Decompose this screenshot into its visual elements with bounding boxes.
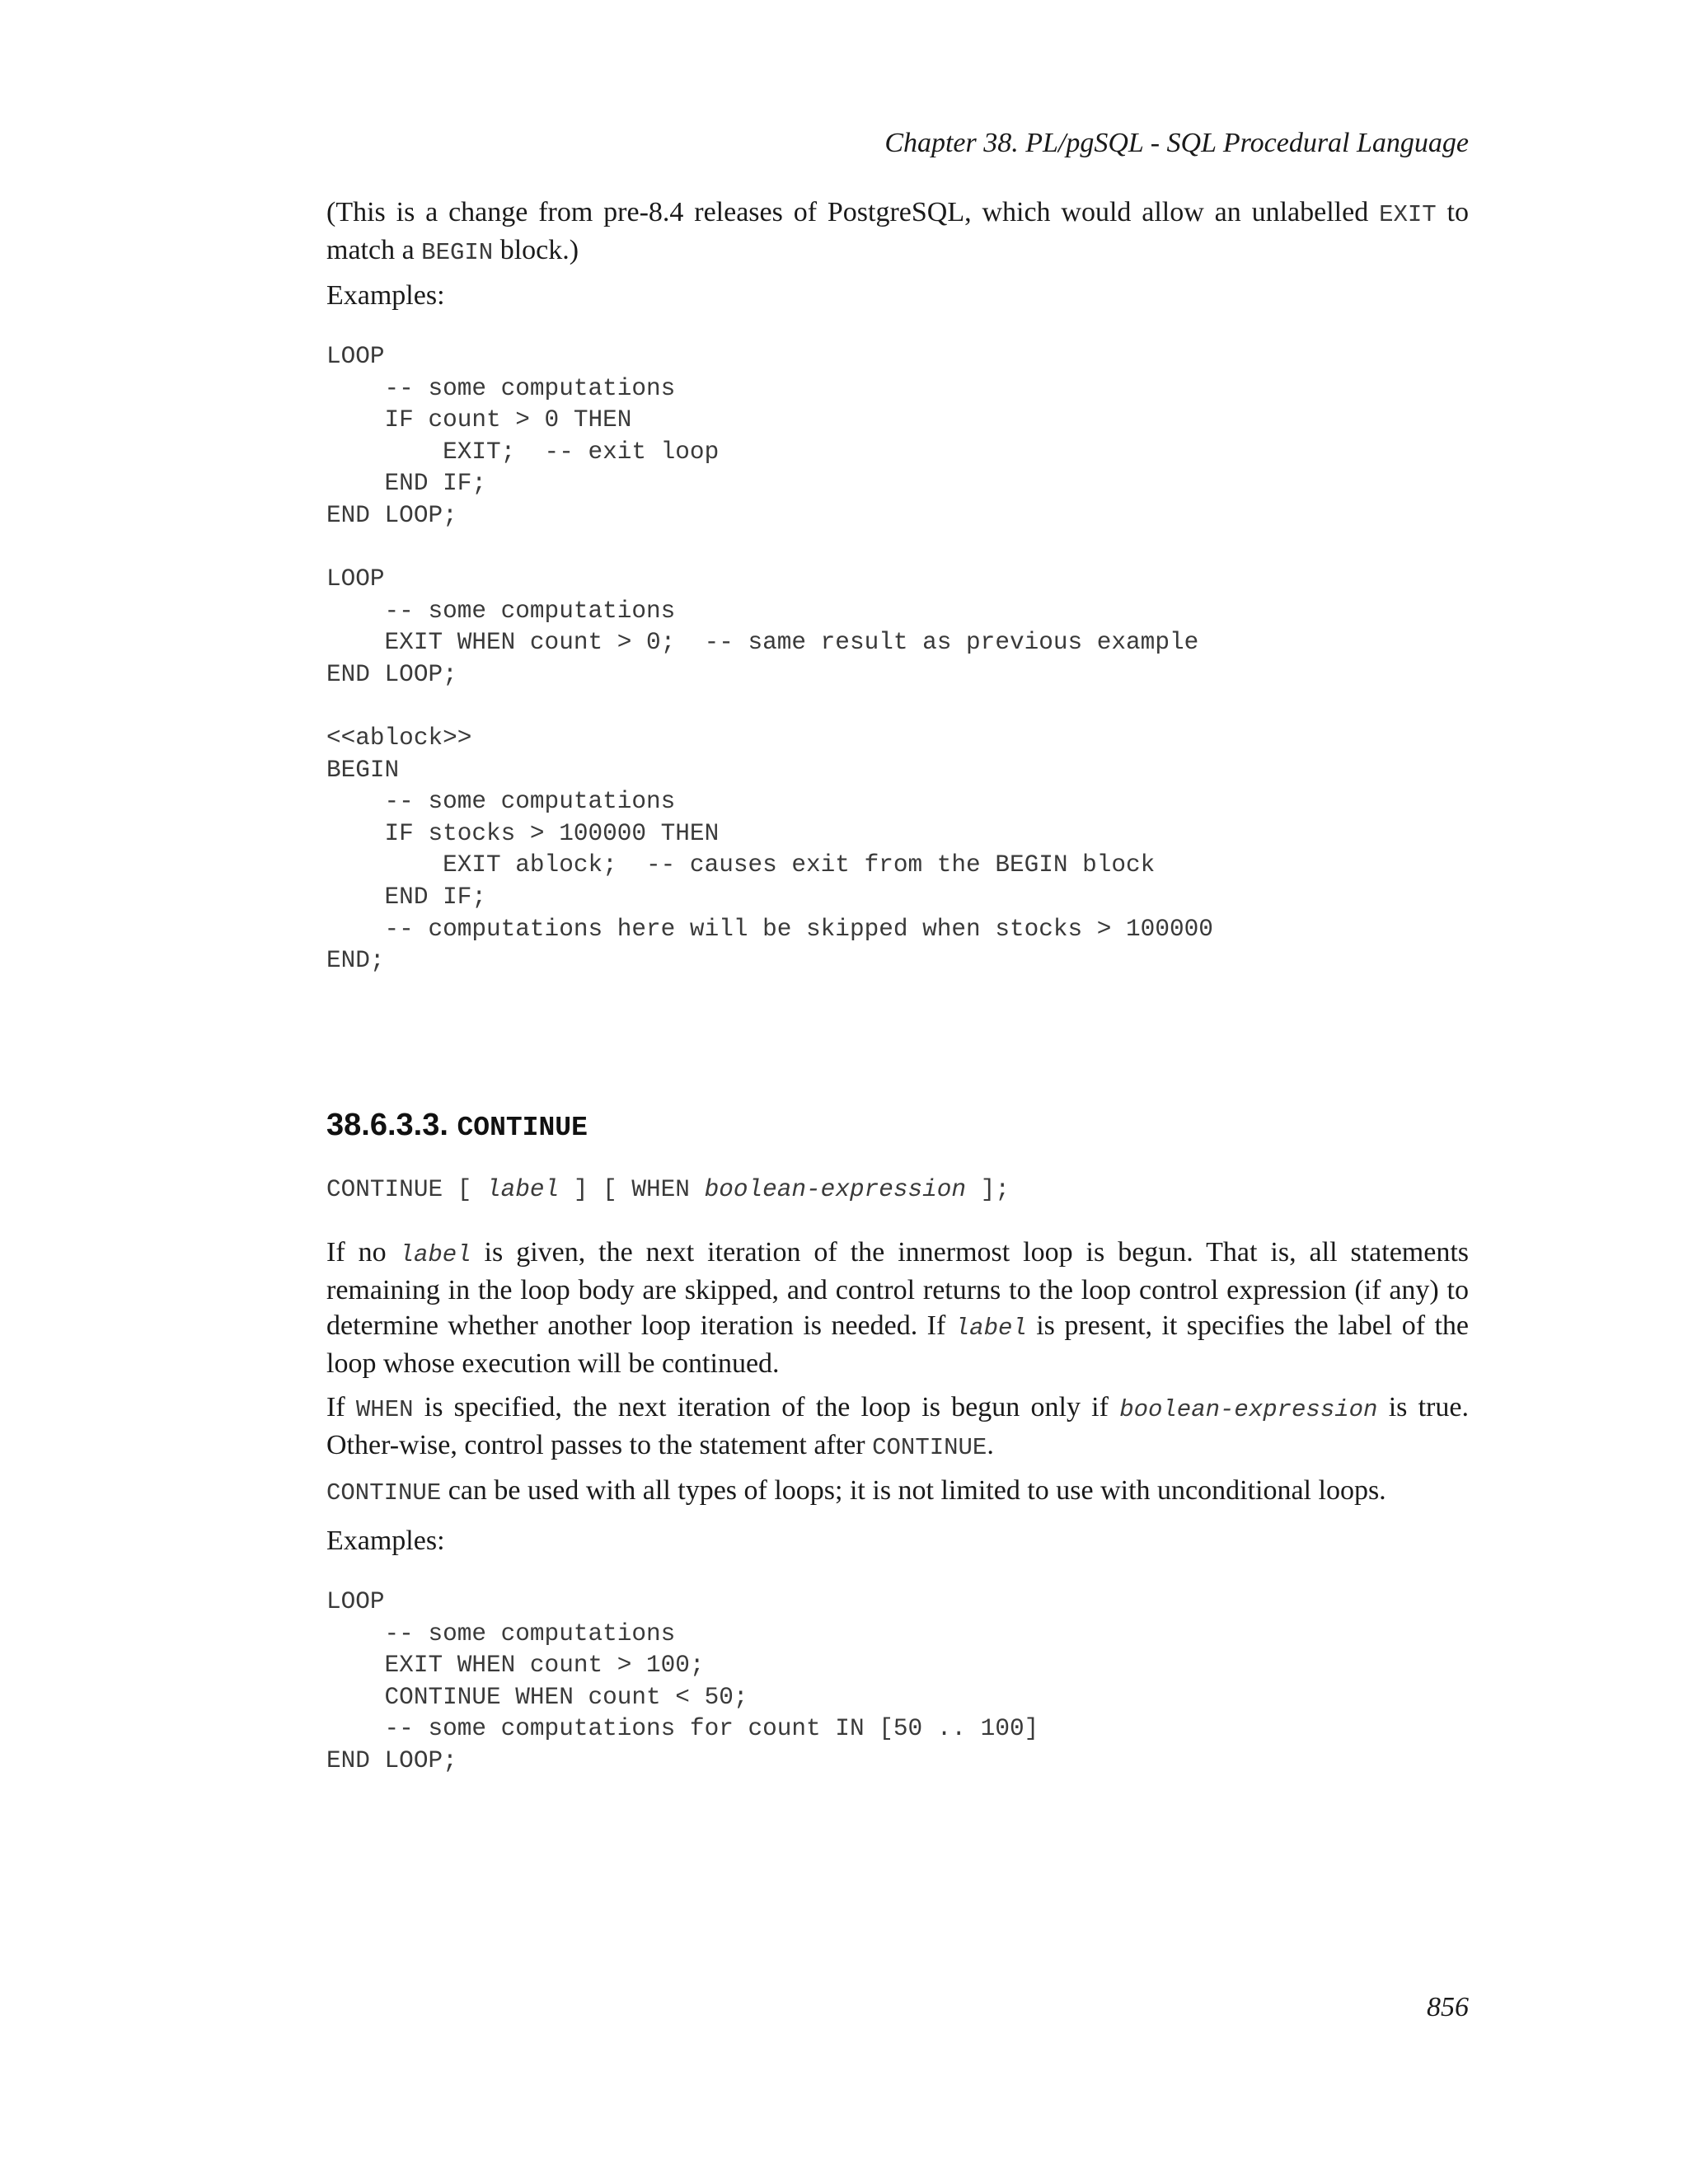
- synopsis-boolean-param: boolean-expression: [704, 1176, 967, 1203]
- continue-paragraph-2: [326, 1390, 1469, 1465]
- inline-code-label: label: [399, 1241, 471, 1268]
- section-number: 38.6.3.3.: [326, 1108, 448, 1142]
- inline-code-exit: EXIT: [1379, 201, 1437, 228]
- running-header: Chapter 38. PL/pgSQL - SQL Procedural Language: [884, 128, 1469, 158]
- inline-code-continue: CONTINUE: [326, 1479, 442, 1507]
- continue-synopsis: [326, 1174, 1010, 1207]
- inline-code-label: label: [954, 1315, 1027, 1342]
- inline-code-boolean-expression: boolean-expression: [1119, 1396, 1378, 1423]
- section-keyword: CONTINUE: [457, 1113, 588, 1143]
- intro-text: (This is a change from pre-8.4 releases of PostgreSQL, which would allow an unlabelled: [326, 197, 1380, 227]
- continue-paragraph-1: [326, 1235, 1469, 1381]
- code-example-exit-loop: LOOP -- some computations IF count > 0 THEN EXIT; -- exit loop END IF; END LOOP;: [326, 343, 720, 529]
- examples-label-continue: Examples:: [326, 1526, 445, 1556]
- document-page: [326, 0, 1469, 2184]
- para-text: is present, it specifies the label of the loop whose execution will be continued.: [326, 1310, 1469, 1379]
- inline-code-when: WHEN: [355, 1396, 414, 1423]
- inline-code-begin: BEGIN: [421, 239, 494, 266]
- para-text: .: [987, 1430, 994, 1460]
- code-example-exit-block: <<ablock>> BEGIN -- some computations IF stocks > 100000 THEN EXIT ablock; -- causes exit from the BEGIN block END IF; -- computations here will be skipped when stocks > 100000 END;: [326, 724, 1213, 975]
- intro-paragraph: [326, 194, 1469, 270]
- para-text: If no: [326, 1237, 400, 1268]
- synopsis-label-param: label: [486, 1176, 560, 1203]
- code-example-exit-when: LOOP -- some computations EXIT WHEN count > 0; -- same result as previous example END LOOP;: [326, 565, 1199, 688]
- para-text: is specified, the next iteration of the loop is begun only if: [413, 1392, 1120, 1422]
- inline-code-continue: CONTINUE: [872, 1434, 987, 1461]
- continue-paragraph-3: [326, 1473, 1469, 1511]
- examples-label: Examples:: [326, 280, 445, 311]
- page-number: 856: [1427, 1992, 1469, 2022]
- intro-text: to match a: [326, 197, 1469, 265]
- para-text: is given, the next iteration of the innermost loop is begun. That is, all statements remaining in the loop body are skipped, and control returns to the loop control expression (if any) to determine whether another loop iteration is needed. If: [326, 1237, 1469, 1341]
- synopsis-text: CONTINUE [: [326, 1176, 487, 1203]
- para-text: can be used with all types of loops; it is not limited to use with unconditional loops.: [441, 1475, 1386, 1506]
- para-text: If: [326, 1392, 356, 1422]
- intro-text: block.): [493, 235, 579, 265]
- synopsis-text: ] [ WHEN: [559, 1176, 705, 1203]
- para-text: is true. Other-wise, control passes to the statement after: [326, 1392, 1469, 1460]
- section-heading: [326, 1104, 588, 1149]
- synopsis-text: ];: [966, 1176, 1010, 1203]
- code-example-continue: LOOP -- some computations EXIT WHEN count > 100; CONTINUE WHEN count < 50; -- some computations for count IN [50 .. 100] END LOOP;: [326, 1588, 1039, 1774]
